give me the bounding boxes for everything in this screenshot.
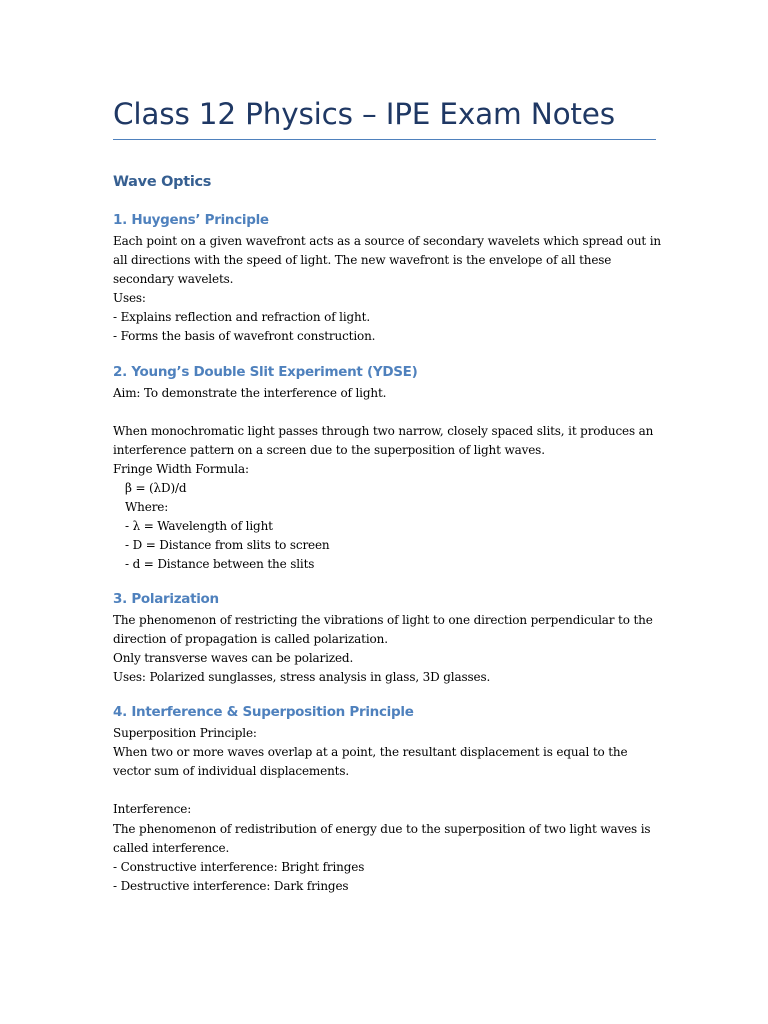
paragraph-line: Where: [125, 500, 169, 514]
paragraph-line: Fringe Width Formula: [113, 462, 249, 476]
paragraph-line: secondary wavelets. [113, 272, 234, 286]
section-heading-huygens: 1. Huygens’ Principle [113, 212, 269, 228]
paragraph-line: vector sum of individual displacements. [113, 764, 350, 778]
list-item: - Explains reflection and refraction of light. [113, 310, 370, 324]
paragraph-line: When monochromatic light passes through two narrow, closely spaced slits, it produces an [113, 424, 654, 438]
section-heading-polarization: 3. Polarization [113, 591, 219, 607]
list-item: - Constructive interference: Bright fringes [113, 860, 365, 874]
section-heading-ydse: 2. Young’s Double Slit Experiment (YDSE) [113, 364, 418, 380]
list-item: - Destructive interference: Dark fringes [113, 879, 349, 893]
paragraph-line: Uses: [113, 291, 146, 305]
chapter-heading: Wave Optics [113, 174, 212, 190]
section-heading-interference: 4. Interference & Superposition Principle [113, 704, 414, 720]
list-item: - λ = Wavelength of light [125, 519, 273, 533]
paragraph-line: Each point on a given wavefront acts as a source of secondary wavelets which spread out in [113, 234, 661, 248]
paragraph-line: Aim: To demonstrate the interference of light. [113, 386, 387, 400]
paragraph-line: Uses: Polarized sunglasses, stress analysis in glass, 3D glasses. [113, 670, 491, 684]
paragraph-line: direction of propagation is called polarization. [113, 632, 388, 646]
paragraph-line: When two or more waves overlap at a point, the resultant displacement is equal to the [113, 745, 628, 759]
title-underline [113, 139, 656, 140]
list-item: - d = Distance between the slits [125, 557, 315, 571]
paragraph-line: Superposition Principle: [113, 726, 257, 740]
formula-line: β = (λD)/d [125, 481, 187, 495]
paragraph-line: interference pattern on a screen due to the superposition of light waves. [113, 443, 545, 457]
paragraph-line: Interference: [113, 802, 192, 816]
document-title: Class 12 Physics – IPE Exam Notes [113, 97, 615, 131]
paragraph-line: The phenomenon of restricting the vibrations of light to one direction perpendicular to the [113, 613, 653, 627]
paragraph-line: called interference. [113, 841, 230, 855]
list-item: - Forms the basis of wavefront construction. [113, 329, 376, 343]
list-item: - D = Distance from slits to screen [125, 538, 330, 552]
paragraph-line: Only transverse waves can be polarized. [113, 651, 354, 665]
paragraph-line: The phenomenon of redistribution of energy due to the superposition of two light waves is [113, 822, 651, 836]
paragraph-line: all directions with the speed of light. The new wavefront is the envelope of all these [113, 253, 612, 267]
